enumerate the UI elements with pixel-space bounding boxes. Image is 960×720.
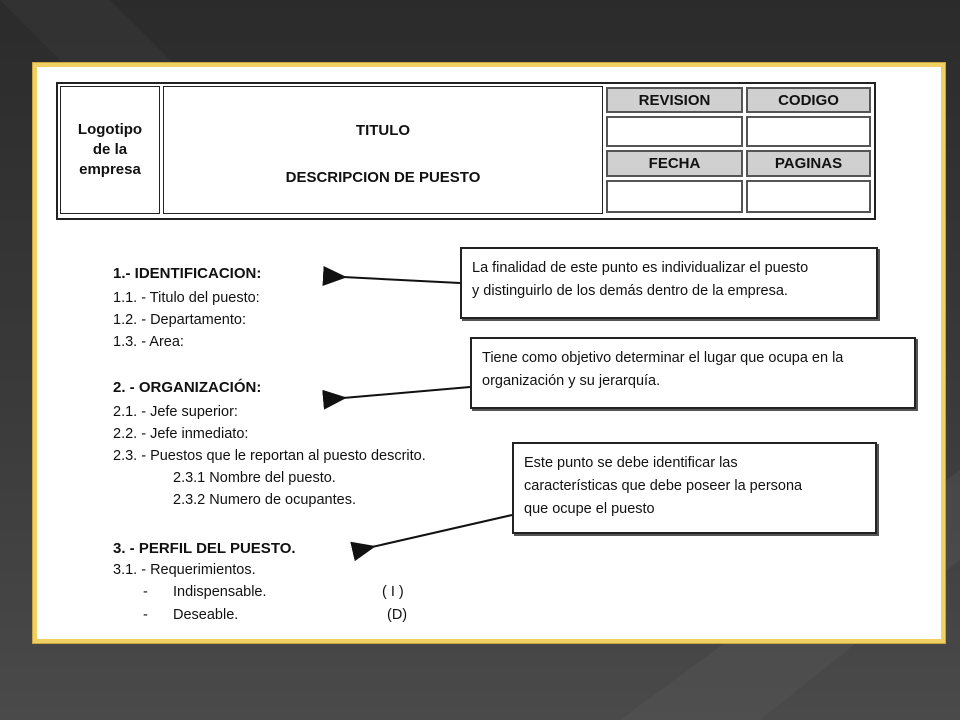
section-2-item-2: 2.2. - Jefe inmediato: [113, 426, 249, 442]
arrow-2 [343, 387, 470, 398]
revision-label-cell: REVISION [606, 87, 743, 113]
logo-line-3: empresa [79, 161, 141, 178]
note-1-line-1: La finalidad de este punto es individualizar el puesto [472, 260, 809, 276]
section-1-item-1: 1.1. - Titulo del puesto: [113, 290, 260, 306]
arrow-3 [372, 515, 512, 547]
document-title: TITULO [355, 122, 411, 139]
fecha-label-cell: FECHA [606, 150, 743, 177]
note-3-line-2: características que debe poseer la persona [524, 478, 803, 494]
req-1-code: ( I ) [382, 584, 404, 600]
logo-line-2: de la [92, 141, 128, 158]
req-2-label: Deseable. [173, 607, 239, 623]
document-subtitle: DESCRIPCION DE PUESTO [285, 169, 481, 186]
note-3-line-1: Este punto se debe identificar las [524, 455, 738, 471]
req-2-code: (D) [387, 607, 408, 623]
section-1-item-2: 1.2. - Departamento: [113, 312, 246, 328]
section-2-subitem-1: 2.3.1 Nombre del puesto. [173, 470, 336, 486]
note-1-line-2: y distinguirlo de los demás dentro de la empresa. [472, 283, 788, 299]
section-3-heading: 3. - PERFIL DEL PUESTO. [113, 540, 296, 557]
note-2-line-2: organización y su jerarquía. [482, 373, 661, 389]
req-1-dash: - [143, 584, 148, 600]
job-description-document [37, 67, 941, 639]
req-1-label: Indispensable. [173, 584, 267, 600]
annotation-arrows [37, 67, 941, 639]
section-1-heading: 1.- IDENTIFICACION: [113, 265, 262, 282]
logo-line-1: Logotipo [77, 121, 143, 138]
section-2-item-3: 2.3. - Puestos que le reportan al puesto descrito. [113, 448, 426, 464]
note-2-line-1: Tiene como objetivo determinar el lugar que ocupa en la [482, 350, 844, 366]
note-3-line-3: que ocupe el puesto [524, 501, 655, 517]
section-1-item-3: 1.3. - Area: [113, 334, 184, 350]
arrow-1 [343, 277, 460, 283]
section-2-heading: 2. - ORGANIZACIÓN: [113, 379, 262, 396]
section-3-item-1: 3.1. - Requerimientos. [113, 562, 256, 578]
paginas-label-cell: PAGINAS [746, 150, 871, 177]
slide-content-frame [33, 63, 945, 643]
codigo-label-cell: CODIGO [746, 87, 871, 113]
section-2-subitem-2: 2.3.2 Numero de ocupantes. [173, 492, 356, 508]
req-2-dash: - [143, 607, 148, 623]
section-2-item-1: 2.1. - Jefe superior: [113, 404, 238, 420]
